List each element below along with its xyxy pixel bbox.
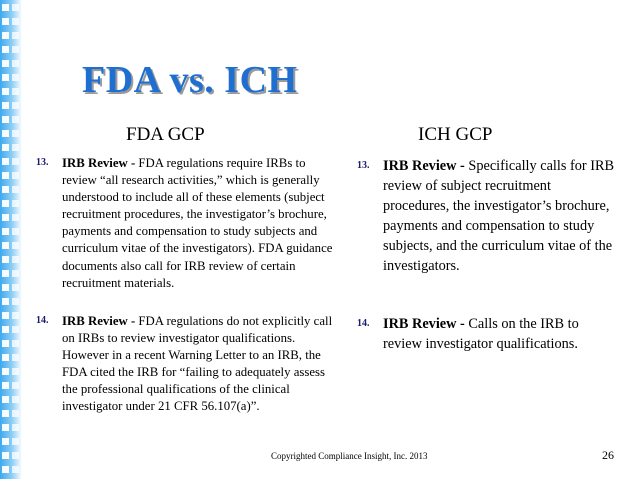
- decorative-square: [2, 228, 9, 235]
- decorative-square: [12, 354, 19, 361]
- ich-item-14-text: [383, 314, 615, 354]
- slide-title: FDA vs. ICH: [82, 59, 298, 101]
- decorative-square: [2, 60, 9, 67]
- decorative-square: [12, 214, 19, 221]
- decorative-square: [2, 32, 9, 39]
- decorative-square: [12, 466, 19, 473]
- decorative-square: [2, 284, 9, 291]
- ich-gcp-heading: ICH GCP: [418, 124, 493, 145]
- ich-item-13-text: [383, 156, 615, 276]
- decorative-square: [2, 452, 9, 459]
- ich-item-14-label: IRB Review -: [383, 316, 465, 332]
- decorative-square: [2, 312, 9, 319]
- decorative-square: [2, 130, 9, 137]
- fda-item-13-text: [62, 155, 338, 292]
- decorative-square: [12, 452, 19, 459]
- fda-item-14-number: 14.: [36, 315, 49, 326]
- ich-item-14-body: Calls on the IRB to review investigator qualifications.: [383, 316, 579, 352]
- decorative-square: [12, 270, 19, 277]
- decorative-square: [2, 88, 9, 95]
- decorative-square: [12, 186, 19, 193]
- fda-item-14-text: [62, 313, 338, 416]
- decorative-square: [12, 60, 19, 67]
- fda-item-14-label: IRB Review -: [62, 314, 136, 328]
- ich-item-13-number: 13.: [357, 160, 370, 171]
- decorative-square: [12, 32, 19, 39]
- decorative-square: [2, 354, 9, 361]
- ich-item-13-label: IRB Review -: [383, 158, 465, 174]
- decorative-square: [2, 368, 9, 375]
- decorative-side-strip: [0, 0, 22, 479]
- fda-item-13-body: FDA regulations require IRBs to review “all research activities,” which is generally understood to include all of these elements (subject recruitment procedures, the investigator’s brochure, payments and compensation to study subjects and curriculum vitae of the investigators). FDA guidance documents also call for IRB review of certain recruitment materials.: [62, 156, 333, 290]
- decorative-square: [12, 396, 19, 403]
- fda-item-14-body: FDA regulations do not explicitly call on IRBs to review investigator qualifications. However in a recent Warning Letter to an IRB, the FDA cited the IRB for “failing to adequately assess the professional qualifications of the clinical investigator under 21 CFR 56.107(a)”.: [62, 314, 333, 414]
- decorative-square: [2, 242, 9, 249]
- decorative-square: [12, 242, 19, 249]
- decorative-square: [12, 88, 19, 95]
- decorative-square: [2, 158, 9, 165]
- decorative-square: [2, 18, 9, 25]
- decorative-square: [2, 46, 9, 53]
- decorative-square: [12, 158, 19, 165]
- decorative-square: [2, 382, 9, 389]
- decorative-square: [12, 410, 19, 417]
- decorative-square: [2, 116, 9, 123]
- decorative-square: [12, 284, 19, 291]
- decorative-square: [2, 4, 9, 11]
- decorative-square: [2, 298, 9, 305]
- fda-item-13-label: IRB Review -: [62, 156, 136, 170]
- decorative-square: [12, 74, 19, 81]
- decorative-square: [2, 340, 9, 347]
- decorative-square: [2, 144, 9, 151]
- decorative-square: [12, 326, 19, 333]
- decorative-square: [12, 368, 19, 375]
- decorative-square: [12, 312, 19, 319]
- decorative-square: [2, 466, 9, 473]
- decorative-square: [12, 4, 19, 11]
- fda-gcp-heading: FDA GCP: [126, 124, 205, 145]
- decorative-square: [12, 438, 19, 445]
- copyright-footer: Copyrighted Compliance Insight, Inc. 2013: [271, 451, 428, 461]
- decorative-square: [12, 46, 19, 53]
- page-number: 26: [602, 448, 614, 462]
- decorative-square: [12, 340, 19, 347]
- decorative-square: [12, 382, 19, 389]
- decorative-square: [2, 424, 9, 431]
- decorative-square: [12, 18, 19, 25]
- decorative-square: [2, 438, 9, 445]
- decorative-square: [2, 102, 9, 109]
- decorative-square: [2, 396, 9, 403]
- decorative-square: [12, 228, 19, 235]
- decorative-square: [2, 270, 9, 277]
- decorative-square: [12, 102, 19, 109]
- decorative-square: [2, 410, 9, 417]
- decorative-square: [12, 424, 19, 431]
- decorative-square: [2, 326, 9, 333]
- decorative-square: [2, 200, 9, 207]
- fda-item-13-number: 13.: [36, 157, 49, 168]
- decorative-square: [12, 200, 19, 207]
- decorative-square: [12, 298, 19, 305]
- ich-item-14-number: 14.: [357, 318, 370, 329]
- decorative-square: [2, 74, 9, 81]
- decorative-square: [12, 172, 19, 179]
- ich-item-13-body: Specifically calls for IRB review of subject recruitment procedures, the investigator’s brochure, payments and compensation to study subjects, and the curriculum vitae of the investigators.: [383, 158, 615, 274]
- decorative-square: [2, 186, 9, 193]
- decorative-square: [2, 214, 9, 221]
- decorative-square: [12, 130, 19, 137]
- decorative-square: [2, 256, 9, 263]
- decorative-square: [12, 256, 19, 263]
- decorative-square: [12, 144, 19, 151]
- decorative-square: [12, 116, 19, 123]
- decorative-square: [2, 172, 9, 179]
